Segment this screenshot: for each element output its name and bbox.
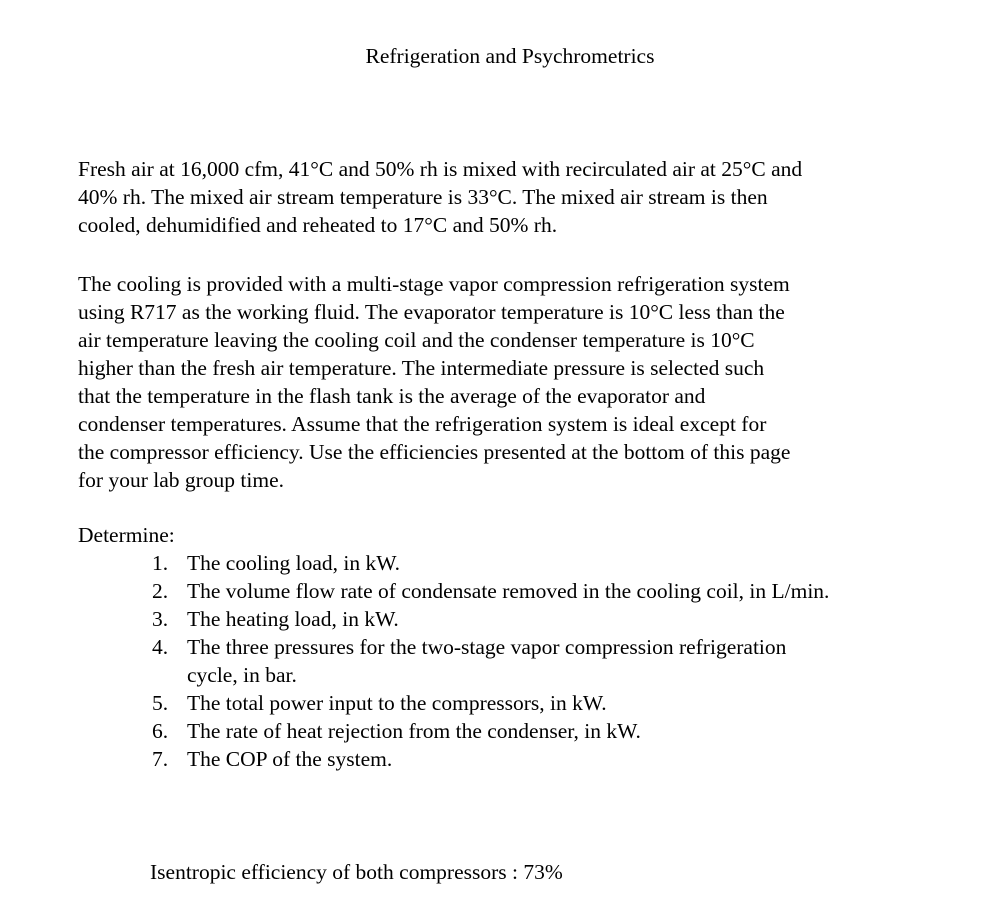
determine-label: Determine:: [78, 523, 175, 547]
text-line: for your lab group time.: [78, 468, 284, 492]
efficiency-note: Isentropic efficiency of both compressors : 73%: [150, 860, 563, 884]
text-line: Fresh air at 16,000 cfm, 41°C and 50% rh is mixed with recirculated air at 25°C and: [78, 157, 803, 181]
list-number: 5.: [152, 691, 169, 715]
text-line: that the temperature in the flash tank is the average of the evaporator and: [78, 384, 706, 408]
list-number: 6.: [152, 719, 169, 743]
text-line: cooled, dehumidified and reheated to 17°C and 50% rh.: [78, 213, 558, 237]
list-number: 3.: [152, 607, 169, 631]
text-line: the compressor efficiency. Use the efficiencies presented at the bottom of this page: [78, 440, 791, 464]
text-line: higher than the fresh air temperature. The intermediate pressure is selected such: [78, 356, 765, 380]
list-number: 4.: [152, 635, 169, 659]
document-title: Refrigeration and Psychrometrics: [365, 44, 655, 68]
list-text: The volume flow rate of condensate removed in the cooling coil, in L/min.: [187, 579, 830, 603]
list-text: The total power input to the compressors, in kW.: [187, 691, 607, 715]
list-text: The COP of the system.: [187, 747, 393, 771]
list-text: The heating load, in kW.: [187, 607, 399, 631]
text-line: air temperature leaving the cooling coil and the condenser temperature is 10°C: [78, 328, 755, 352]
text-line: The cooling is provided with a multi-stage vapor compression refrigeration system: [78, 272, 790, 296]
list-text: The cooling load, in kW.: [187, 551, 400, 575]
text-line: using R717 as the working fluid. The evaporator temperature is 10°C less than the: [78, 300, 785, 324]
list-number: 1.: [152, 551, 169, 575]
list-text: cycle, in bar.: [187, 663, 297, 687]
text-line: condenser temperatures. Assume that the refrigeration system is ideal except for: [78, 412, 767, 436]
list-text: The three pressures for the two-stage vapor compression refrigeration: [187, 635, 787, 659]
text-line: 40% rh. The mixed air stream temperature is 33°C. The mixed air stream is then: [78, 185, 768, 209]
list-number: 7.: [152, 747, 169, 771]
list-number: 2.: [152, 579, 169, 603]
list-text: The rate of heat rejection from the condenser, in kW.: [187, 719, 641, 743]
